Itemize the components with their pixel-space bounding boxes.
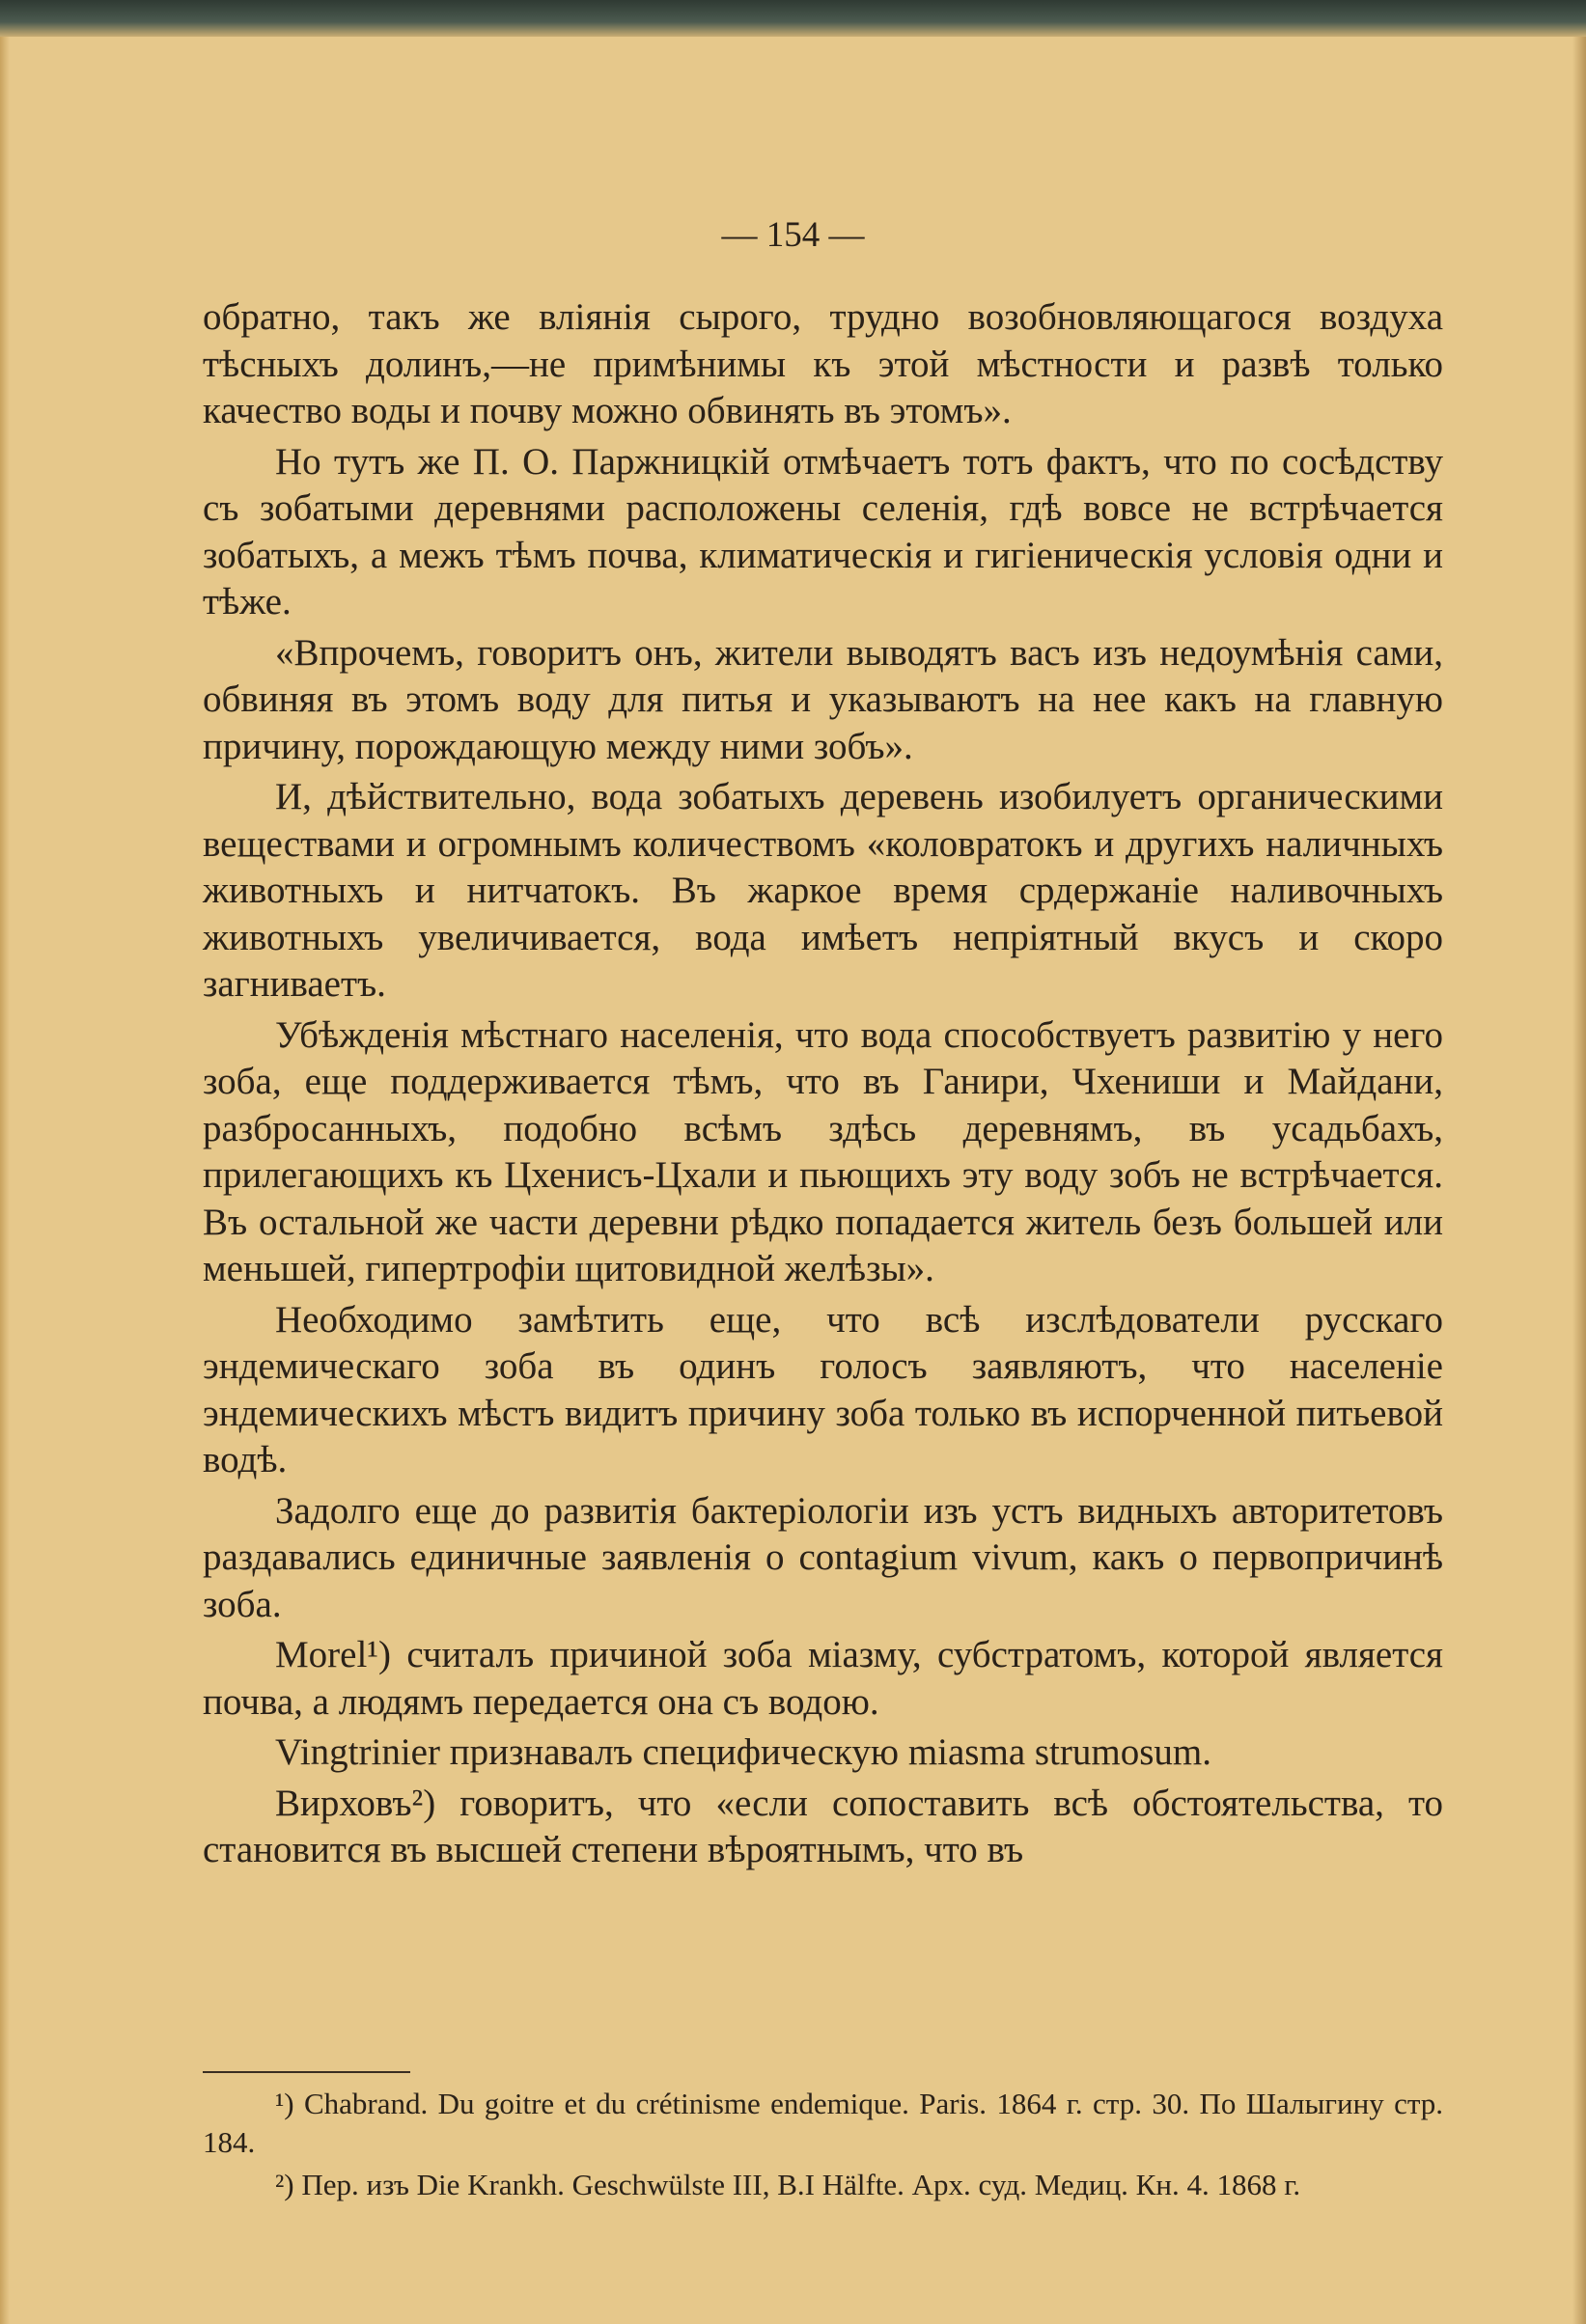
paragraph: Morel¹) считалъ причиной зоба міазму, субстратомъ, которой является почва, а людямъ передается она съ водою. (203, 1634, 1443, 1723)
paragraph: Но тутъ же П. О. Паржницкій отмѣчаетъ тотъ фактъ, что по сосѣдству съ зобатыми деревнями расположены селенія, гдѣ вовсе не встрѣчается зобатыхъ, а межъ тѣмъ почва, климатическія и гигіеническія условія одни и тѣже. (203, 440, 1443, 622)
footnote: ²) Пер. изъ Die Krankh. Geschwülste III, B.I Hälfte. Арх. суд. Медиц. Кн. 4. 1868 г. (275, 2168, 1301, 2201)
paragraph: Необходимо замѣтить еще, что всѣ изслѣдователи русскаго эндемическаго зоба въ одинъ голосъ заявляютъ, что населеніе эндемическихъ мѣстъ видитъ причину зоба только въ испорченной питьевой водѣ. (203, 1298, 1443, 1480)
paragraph: Задолго еще до развитія бактеріологіи изъ устъ видныхъ авторитетовъ раздавались единичные заявленія о contagium vivum, какъ о первопричинѣ зоба. (203, 1489, 1443, 1625)
paragraph: Убѣжденія мѣстнаго населенія, что вода способствуетъ развитію у него зоба, еще поддерживается тѣмъ, что въ Ганири, Чхениши и Майдани, разбросанныхъ, подобно всѣмъ здѣсь деревнямъ, въ усадьбахъ, прилегающихъ къ Цхенисъ-Цхали и пьющихъ эту воду зобъ не встрѣчается. Въ остальной же части деревни рѣдко попадается житель безъ большей или меньшей, гипертрофіи щитовидной желѣзы». (203, 1013, 1443, 1289)
page-left-edge (0, 37, 10, 2324)
page-top-edge (0, 0, 1586, 37)
page-right-edge (1572, 37, 1586, 2324)
footnote: ¹) Chabrand. Du goitre et du crétinisme endemique. Paris. 1864 г. стр. 30. По Шалыгину стр. 184. (203, 2087, 1443, 2159)
paragraph: «Впрочемъ, говоритъ онъ, жители выводятъ васъ изъ недоумѣнія сами, обвиняя въ этомъ воду для питья и указываютъ на нее какъ на главную причину, порождающую между ними зобъ». (203, 631, 1443, 767)
paragraph: И, дѣйствительно, вода зобатыхъ деревень изобилуетъ органическими веществами и огромнымъ количествомъ «коловратокъ и другихъ наличныхъ животныхъ и нитчатокъ. Въ жаркое время срдержаніе наливочныхъ животныхъ увеличивается, вода имѣетъ непріятный вкусъ и скоро загниваетъ. (203, 776, 1443, 1005)
paragraph: обратно, такъ же вліянія сырого, трудно возобновляющагося воздуха тѣсныхъ долинъ,—не примѣнимы къ этой мѣстности и развѣ только качество воды и почву можно обвинять въ этомъ». (203, 296, 1443, 431)
body-text (203, 294, 1443, 1874)
page-number: — 154 — (721, 215, 865, 255)
paragraph: Вирховъ²) говоритъ, что «если сопоставить всѣ обстоятельства, то становится въ высшей степени вѣроятнымъ, что въ (203, 1782, 1443, 1870)
paragraph: Vingtrinier признавалъ специфическую miasma strumosum. (275, 1731, 1211, 1773)
footnotes (203, 2085, 1443, 2208)
footnote-rule (203, 2071, 410, 2073)
